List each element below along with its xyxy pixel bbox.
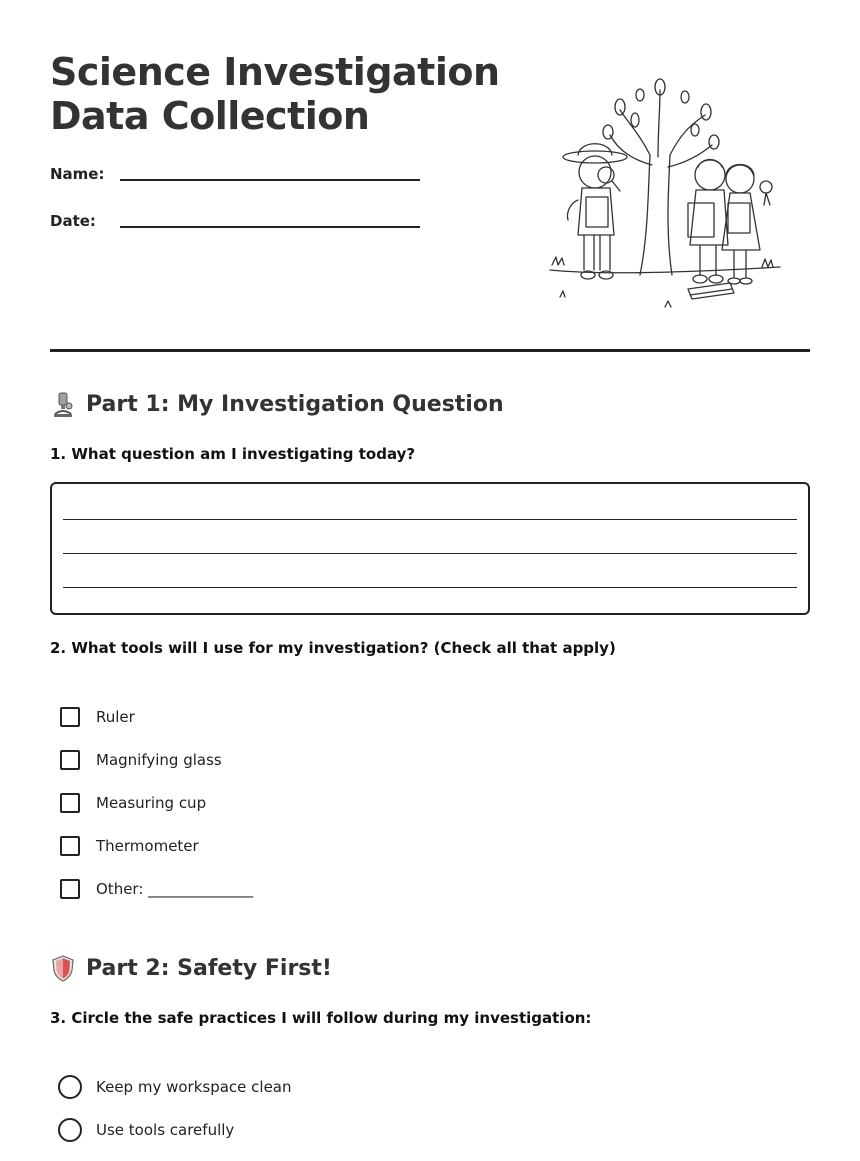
checkbox[interactable] — [60, 750, 80, 770]
practice-option-workspace[interactable] — [60, 1075, 292, 1099]
tool-option-ruler[interactable] — [60, 705, 135, 729]
option-label: Ruler — [96, 708, 135, 726]
part1-heading — [50, 389, 504, 419]
tool-option-other[interactable] — [60, 877, 253, 901]
name-input-line[interactable] — [120, 179, 420, 181]
radio-circle[interactable] — [58, 1118, 82, 1142]
option-label: Measuring cup — [96, 794, 207, 812]
part2-title: Part 2: Safety First! — [86, 955, 332, 981]
title-line-1: Science Investigation — [50, 50, 500, 94]
checkbox[interactable] — [60, 707, 80, 727]
date-label: Date: — [50, 212, 96, 230]
part1-title: Part 1: My Investigation Question — [86, 391, 504, 417]
checkbox[interactable] — [60, 836, 80, 856]
microscope-icon — [50, 390, 76, 418]
option-label: Use tools carefully — [96, 1121, 235, 1139]
page-title — [50, 50, 500, 138]
date-field-row — [50, 212, 430, 236]
practice-option-tools[interactable] — [60, 1118, 234, 1142]
option-label: Thermometer — [96, 837, 199, 855]
question-3: 3. Circle the safe practices I will follow during my investigation: — [50, 1009, 592, 1027]
checkbox[interactable] — [60, 879, 80, 899]
name-label: Name: — [50, 165, 105, 183]
answer-line — [63, 519, 797, 520]
header-divider — [50, 349, 810, 352]
answer-line — [63, 587, 797, 588]
question-1-answer-box[interactable] — [50, 482, 810, 615]
option-label: Magnifying glass — [96, 751, 222, 769]
answer-line — [63, 553, 797, 554]
question-1: 1. What question am I investigating today? — [50, 445, 416, 463]
kids-under-tree-illustration — [540, 75, 795, 320]
option-label: Other: ______________ — [96, 880, 254, 898]
tool-option-thermometer[interactable] — [60, 834, 199, 858]
tool-option-magnifying-glass[interactable] — [60, 748, 222, 772]
tool-option-measuring-cup[interactable] — [60, 791, 206, 815]
title-line-2: Data Collection — [50, 94, 370, 138]
radio-circle[interactable] — [58, 1075, 82, 1099]
part2-heading — [50, 953, 332, 983]
question-2: 2. What tools will I use for my investigation? (Check all that apply) — [50, 639, 616, 657]
checkbox[interactable] — [60, 793, 80, 813]
name-field-row — [50, 165, 430, 189]
date-input-line[interactable] — [120, 226, 420, 228]
shield-icon — [50, 954, 76, 982]
option-label: Keep my workspace clean — [96, 1078, 292, 1096]
